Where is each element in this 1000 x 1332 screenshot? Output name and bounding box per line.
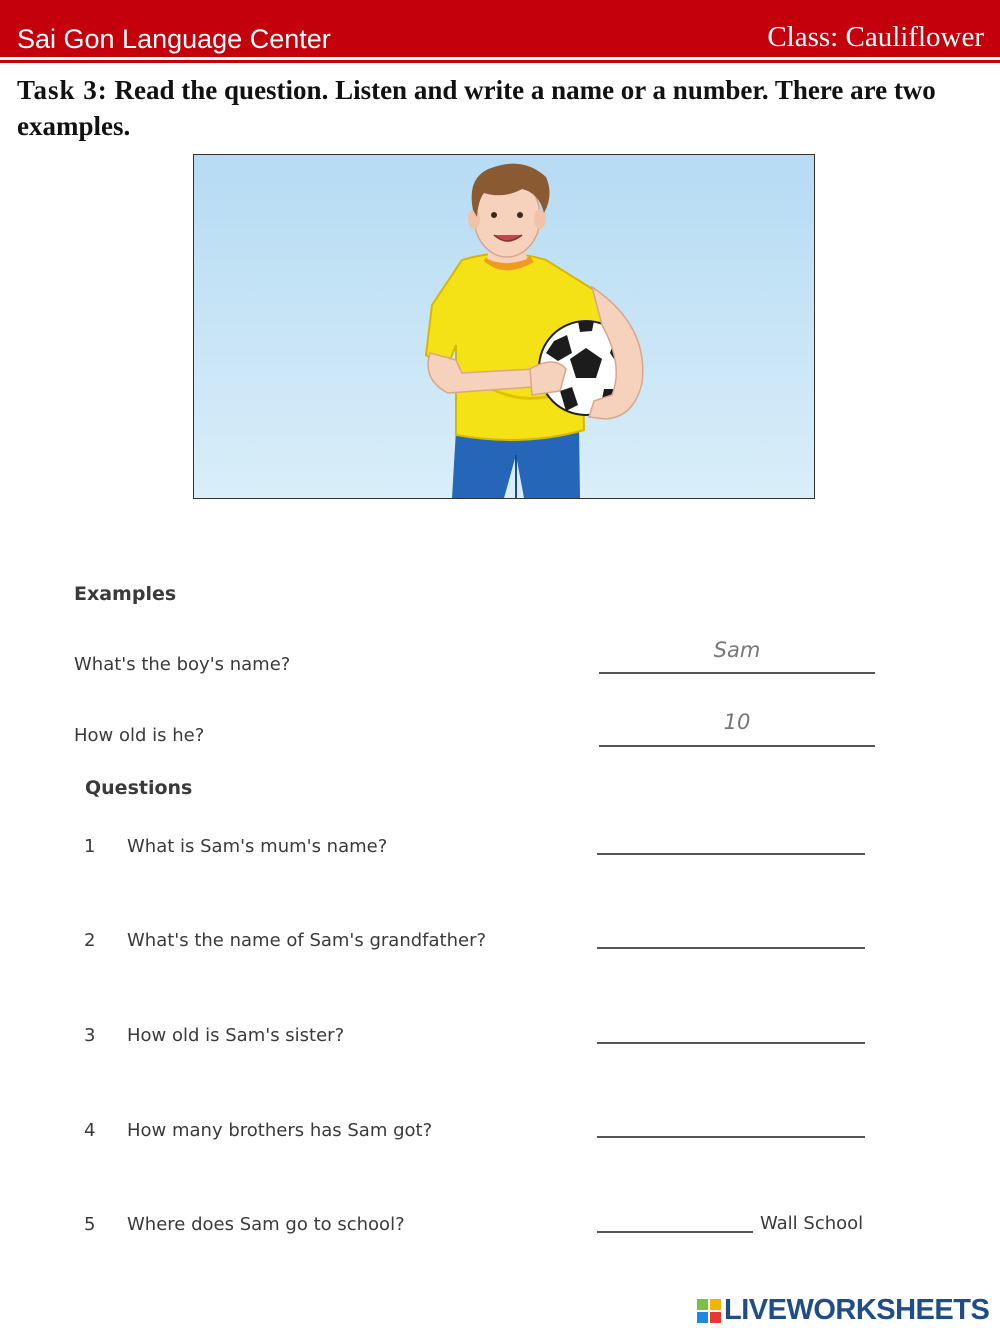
task-number: Task 3: xyxy=(17,75,108,105)
brand-name: LIVEWORKSHEETS xyxy=(724,1294,990,1326)
example-question-2: How old is he? xyxy=(74,725,205,746)
question-number-5: 5 xyxy=(84,1214,96,1235)
answer-blank-3[interactable] xyxy=(597,1042,865,1044)
task-instruction xyxy=(17,72,992,144)
answer-blank-4[interactable] xyxy=(597,1136,865,1138)
question-number-3: 3 xyxy=(84,1025,96,1046)
header-divider xyxy=(0,60,1000,63)
question-1: What is Sam's mum's name? xyxy=(127,836,388,857)
boy-holding-football-icon xyxy=(194,155,814,498)
answer-blank-2[interactable] xyxy=(597,947,865,949)
task-text: Read the question. Listen and write a name or a number. There are two examples. xyxy=(17,75,936,141)
center-name: Sai Gon Language Center xyxy=(17,24,331,54)
answer-blank-5[interactable] xyxy=(597,1231,753,1233)
logo-squares-icon xyxy=(697,1299,721,1323)
header-bar xyxy=(0,0,1000,57)
example-answer-2: 10 xyxy=(723,710,751,734)
example-answer-line-2 xyxy=(599,745,875,747)
boy-football-illustration xyxy=(193,154,815,499)
example-answer-1: Sam xyxy=(713,638,761,662)
question-number-4: 4 xyxy=(84,1120,96,1141)
liveworksheets-logo xyxy=(697,1294,993,1327)
answer-blank-1[interactable] xyxy=(597,853,865,855)
question-2: What's the name of Sam's grandfather? xyxy=(127,930,487,951)
questions-heading: Questions xyxy=(85,777,193,799)
example-question-1: What's the boy's name? xyxy=(74,654,291,675)
question-3: How old is Sam's sister? xyxy=(127,1025,345,1046)
question-number-2: 2 xyxy=(84,930,96,951)
class-label: Class: Cauliflower xyxy=(767,21,984,53)
question-4: How many brothers has Sam got? xyxy=(127,1120,433,1141)
question-number-1: 1 xyxy=(84,836,96,857)
examples-heading: Examples xyxy=(74,583,177,605)
example-answer-line-1 xyxy=(599,672,875,674)
answer-suffix-5: Wall School xyxy=(760,1213,864,1234)
question-5: Where does Sam go to school? xyxy=(127,1214,405,1235)
